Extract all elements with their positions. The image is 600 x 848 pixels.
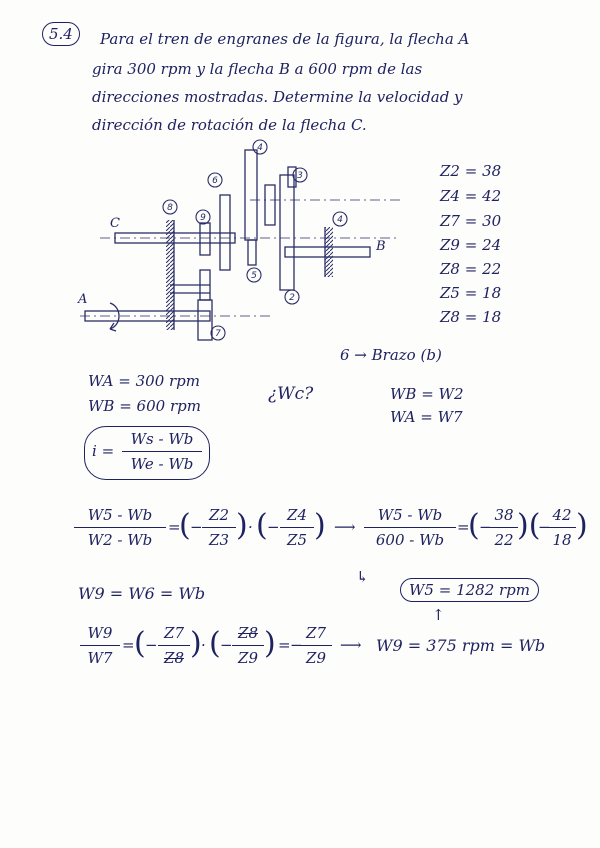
eq1-factor-2: Z4 Z5 xyxy=(280,504,314,551)
eq1-eq-sign-2: = xyxy=(457,518,470,536)
arm-note: 6 → Brazo (b) xyxy=(340,346,442,364)
gear-label-4: 4 xyxy=(257,143,263,153)
teeth-z7: Z7 = 30 xyxy=(440,212,502,230)
gear-label-6: 6 xyxy=(212,176,218,186)
eq2: W9 = W6 = Wb xyxy=(78,584,206,603)
teeth-z4: Z4 = 42 xyxy=(440,187,502,205)
eq1-minus-1: − xyxy=(190,518,203,536)
eq1-minus-4: − xyxy=(538,518,551,536)
eq3-minus-2: − xyxy=(220,636,233,654)
eq1-paren-1: ( xyxy=(179,508,191,543)
relation-wb-w2: WB = W2 xyxy=(390,385,464,403)
ratio-formula-fraction xyxy=(122,428,202,475)
teeth-z5: Z5 = 18 xyxy=(440,284,502,302)
eq3-paren-3: ( xyxy=(209,626,221,661)
gear-label-8: 8 xyxy=(167,203,173,213)
question-wc: ¿Wc? xyxy=(268,384,314,404)
eq1-result: W5 = 1282 rpm xyxy=(400,578,539,602)
teeth-z8: Z8 = 22 xyxy=(440,260,502,278)
problem-line-3: direcciones mostradas. Determine la velocidad y xyxy=(92,88,463,106)
eq1-lhs: W5 - Wb W2 - Wb xyxy=(74,504,166,551)
eq1-up-arrow: ↑ xyxy=(432,606,445,624)
relation-wa-w7: WA = W7 xyxy=(390,408,463,426)
eq3-factor-1: Z7 Z8 xyxy=(158,622,190,669)
shaft-label-c: C xyxy=(110,216,120,231)
problem-line-4: dirección de rotación de la flecha C. xyxy=(92,116,367,134)
gear-label-2: 2 xyxy=(289,293,295,303)
gear-label-5: 5 xyxy=(251,271,257,281)
eq3-result: W9 = 375 rpm = Wb xyxy=(376,636,546,655)
eq3-lhs: W9 W7 xyxy=(80,622,120,669)
eq1-eq-sign: = xyxy=(168,518,181,536)
gear-train-figure xyxy=(70,135,410,350)
eq1-minus-3: − xyxy=(479,518,492,536)
teeth-z9: Z9 = 24 xyxy=(440,236,502,254)
gear-label-4b: 4 xyxy=(337,215,343,225)
eq3-eq-sign: = xyxy=(122,636,135,654)
eq1-factor-3: 38 22 xyxy=(490,504,518,551)
teeth-z2: Z2 = 38 xyxy=(440,162,502,180)
eq1-paren-5: ( xyxy=(468,508,480,543)
eq1-paren-2: ) xyxy=(236,508,248,543)
eq1-paren-7: ) xyxy=(576,508,588,543)
eq3-paren-2: ) xyxy=(190,626,202,661)
problem-number: 5.4 xyxy=(42,22,80,46)
shaft-label-b: B xyxy=(376,239,386,254)
eq1-minus-2: − xyxy=(267,518,280,536)
eq1-arrow: ⟶ xyxy=(334,518,356,536)
eq3-minus-1: − xyxy=(145,636,158,654)
eq3-factor-3: Z7 Z9 xyxy=(300,622,332,669)
eq3-dot: · xyxy=(201,636,206,654)
eq1-paren-6: )( xyxy=(517,508,541,543)
gear-label-3: 3 xyxy=(297,171,303,181)
ratio-formula-prefix: i = xyxy=(92,442,115,460)
eq1-mid: W5 - Wb 600 - Wb xyxy=(364,504,456,551)
given-wa: WA = 300 rpm xyxy=(88,372,201,390)
given-wb: WB = 600 rpm xyxy=(88,397,201,415)
eq1-factor-4: 42 18 xyxy=(548,504,576,551)
eq3-eq-sign-2: = xyxy=(278,636,291,654)
eq3-minus-3: − xyxy=(290,636,303,654)
eq1-down-arrow: ↳ xyxy=(356,568,369,586)
ratio-formula-den: We - Wb xyxy=(130,455,194,473)
teeth-z8b: Z8 = 18 xyxy=(440,308,502,326)
gear-label-9: 9 xyxy=(200,213,206,223)
eq3-paren-1: ( xyxy=(134,626,146,661)
eq1-paren-4: ) xyxy=(314,508,326,543)
gear-label-7: 7 xyxy=(215,329,221,339)
eq1-dot: · xyxy=(248,518,253,536)
problem-line-1: Para el tren de engranes de la figura, la flecha A xyxy=(100,30,470,48)
eq1-factor-1: Z2 Z3 xyxy=(202,504,236,551)
ratio-formula-num: Ws - Wb xyxy=(130,430,194,448)
shaft-label-a: A xyxy=(78,292,88,307)
eq1-paren-3: ( xyxy=(256,508,268,543)
problem-line-2: gira 300 rpm y la flecha B a 600 rpm de las xyxy=(92,60,423,78)
eq3-factor-2: Z8 Z9 xyxy=(232,622,264,669)
eq3-arrow: ⟶ xyxy=(340,636,362,654)
eq3-paren-4: ) xyxy=(264,626,276,661)
